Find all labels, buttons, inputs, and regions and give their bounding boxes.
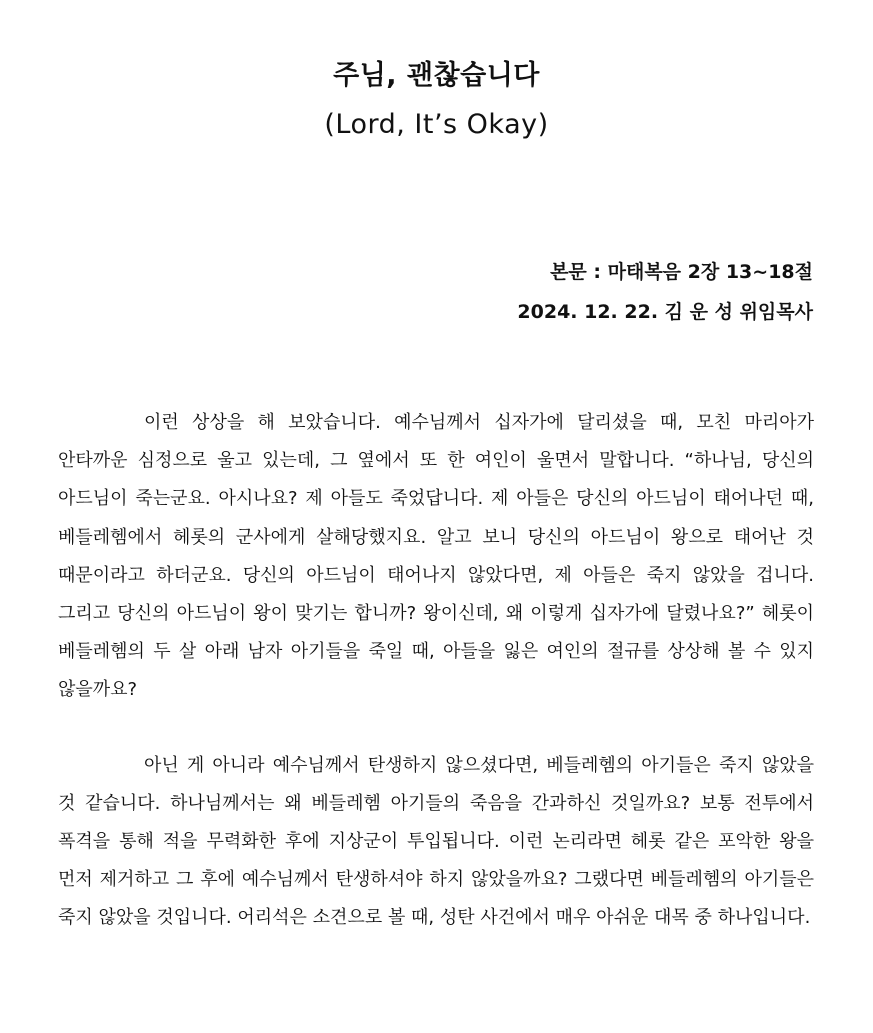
body-paragraph: 아닌 게 아니라 예수님께서 탄생하지 않으셨다면, 베들레헴의 아기들은 죽지 않았을 것 같습니다. 하나님께서는 왜 베들레헴 아기들의 죽음을 간과하신 것일까요? 보통 전투에서 폭격을 통해 적을 무력화한 후에 지상군이 투입됩니다. 이런 논리라면 헤롯 같은 포악한 왕을 먼저 제거하고 그 후에 예수님께서 탄생하셔야 하지 않았을까요? 그랬다면 베들레헴의 아기들은 죽지 않았을 것입니다. 어리석은 소견으로 볼 때, 성탄 사건에서 매우 아쉬운 대목 중 하나입니다. bbox=[58, 754, 814, 929]
scripture-reference: 본문 : 마태복음 2장 13~18절 bbox=[550, 261, 813, 283]
sermon-body bbox=[58, 404, 814, 938]
body-paragraph: 이런 상상을 해 보았습니다. 예수님께서 십자가에 달리셨을 때, 모친 마리아가 안타까운 심정으로 울고 있는데, 그 옆에서 또 한 여인이 울면서 말합니다. “하나님, 당신의 아드님이 죽는군요. 아시나요? 제 아들도 죽었답니다. 제 아들은 당신의 아드님이 태어나던 때, 베들레헴에서 헤롯의 군사에게 살해당했지요. 알고 보니 당신의 아드님이 왕으로 태어난 것 때문이라고 하더군요. 당신의 아드님이 태어나지 않았다면, 제 아들은 죽지 않았을 겁니다. 그리고 당신의 아드님이 왕이 맞기는 합니까? 왕이신데, 왜 이렇게 십자가에 달렸나요?” 헤롯이 베들레헴의 두 살 아래 남자 아기들을 죽일 때, 아들을 잃은 여인의 절규를 상상해 볼 수 있지 않을까요? bbox=[58, 412, 814, 701]
date-author: 2024. 12. 22. 김 운 성 위임목사 bbox=[517, 301, 813, 323]
sermon-title: 주님, 괜찮습니다 bbox=[333, 60, 540, 91]
title-block bbox=[0, 52, 873, 150]
sermon-meta bbox=[517, 252, 813, 332]
sermon-subtitle: (Lord, It’s Okay) bbox=[324, 109, 549, 140]
